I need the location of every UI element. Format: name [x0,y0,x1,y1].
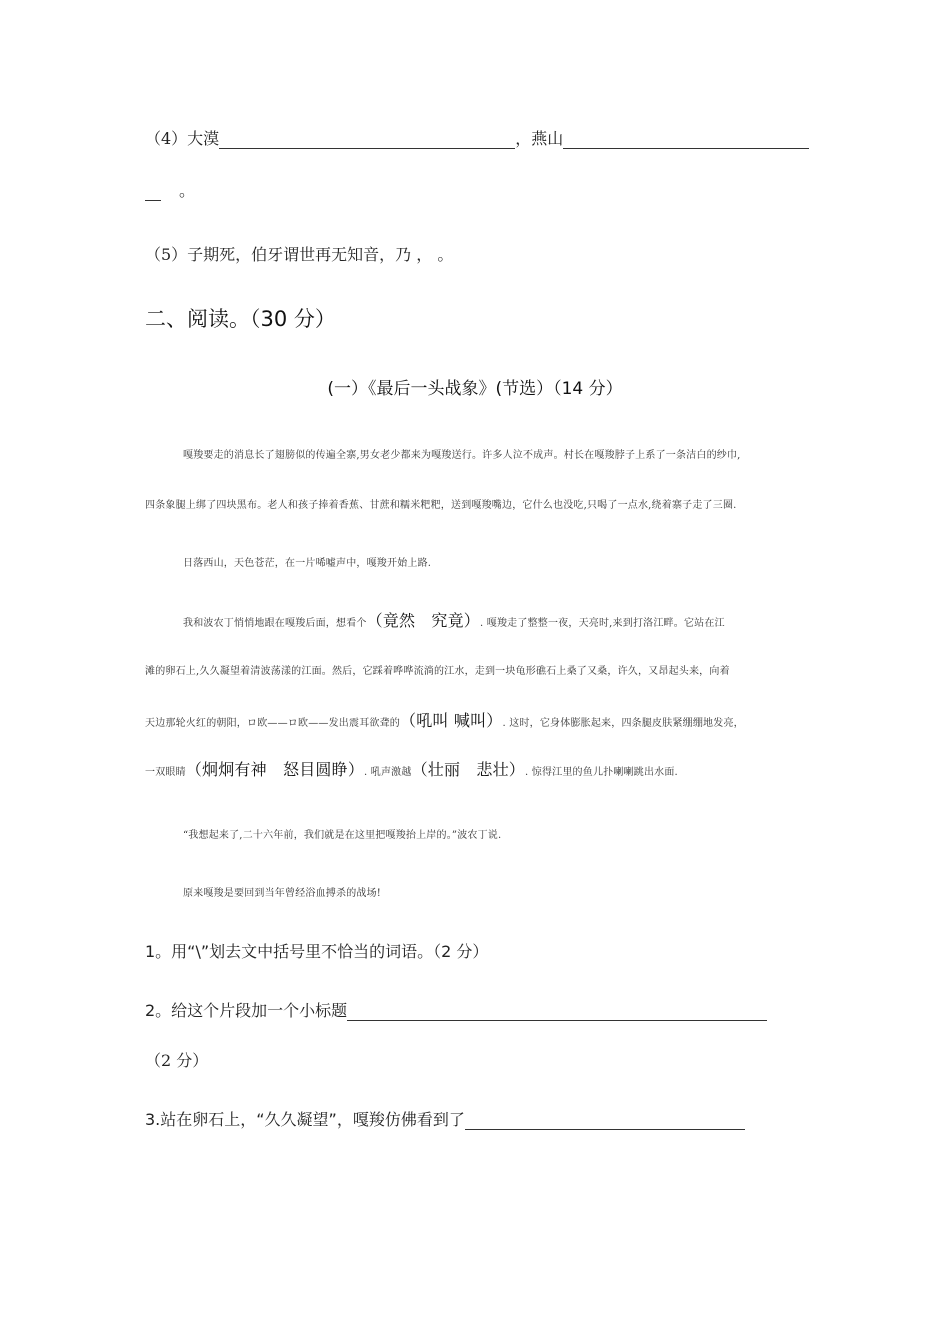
passage-p1-line1: 嘎羧要走的消息长了翅膀似的传遍全寨,男女老少都来为嘎羧送行。许多人泣不成声。村长在嘎羧脖子上系了一条洁白的纱巾, [183,450,741,461]
word-choice-2[interactable]: （吼叫 喊叫） [400,711,503,730]
passage-p3-line2: 滩的卵石上,久久凝望着清波荡漾的江面。然后，它踩着哗哗流淌的江水，走到一块龟形礁石上桑了又桑，许久，又昂起头来，向着 [145,666,730,677]
p3-text-b: . 嘎羧走了整整一夜，天亮时,来到打洛江畔。它站在江 [480,618,725,629]
p3-line3-a: 天边那轮火红的朝阳，ロ欧——ロ欧——发出震耳欲聋的 [145,718,400,729]
q2-blank[interactable] [347,1003,767,1021]
q4-end: 。 [179,181,196,200]
passage-p2: 日落西山，天色苍茫，在一片唏嘘声中，嘎羧开始上路. [183,558,432,569]
passage-p3-line3 [145,708,744,731]
passage-p3-line4 [145,757,678,780]
p3-text-a: 我和波农丁悄悄地跟在嘎羧后面，想看个 [183,618,367,629]
q3-label: 3.站在卵石上，“久久凝望”，嘎羧仿佛看到了 [145,1110,465,1129]
word-choice-3[interactable]: （炯炯有神 怒目圆睁） [185,760,365,779]
reading-title: (一）《最后一头战象》(节选）（14 分） [327,379,623,399]
question-2-score: （2 分） [145,1051,209,1070]
q4-blank-3[interactable] [145,183,161,201]
p3-line4-a: 一双眼睛 [145,767,186,778]
p3-line4-b: . 吼声激越 [364,767,412,778]
q2-label: 2。给这个片段加一个小标题 [145,1001,348,1020]
word-choice-1[interactable]: （竟然 究竟） [366,611,481,630]
section-heading: 二、阅读。（30 分） [145,307,336,331]
p3-line4-c: . 惊得江里的鱼儿扑喇喇跳出水面. [524,767,678,778]
p3-line3-b: . 这时，它身体膨胀起来，四条腿皮肤紧绷绷地发亮， [502,718,744,729]
q4-blank-2[interactable] [563,131,809,149]
question-2 [145,998,767,1021]
passage-p3-line1 [183,608,725,631]
q4-mid: ，燕山 [515,129,564,148]
passage-p5: 原来嘎羧是要回到当年曾经浴血搏杀的战场! [183,888,382,899]
passage-p4: “我想起来了,二十六年前，我们就是在这里把嘎羧抬上岸的。”波农丁说. [183,830,502,841]
q4-blank-1[interactable] [219,131,515,149]
question-1: 1。用“\”划去文中括号里不恰当的词语。（2 分） [145,942,489,961]
question-3 [145,1107,745,1130]
q3-blank[interactable] [465,1112,745,1130]
question-5: （5）子期死，伯牙谓世再无知音，乃 ， 。 [145,245,454,264]
q4-label: （4）大漠 [145,129,220,148]
question-4-cont [145,178,195,201]
word-choice-4[interactable]: （壮丽 悲壮） [411,760,525,779]
question-4 [145,126,809,149]
passage-p1-line2: 四条象腿上绑了四块黑布。老人和孩子捧着香蕉、甘蔗和糯米粑粑，送到嘎羧嘴边，它什么也没吃,只喝了一点水,绕着寨子走了三圈. [145,500,737,511]
